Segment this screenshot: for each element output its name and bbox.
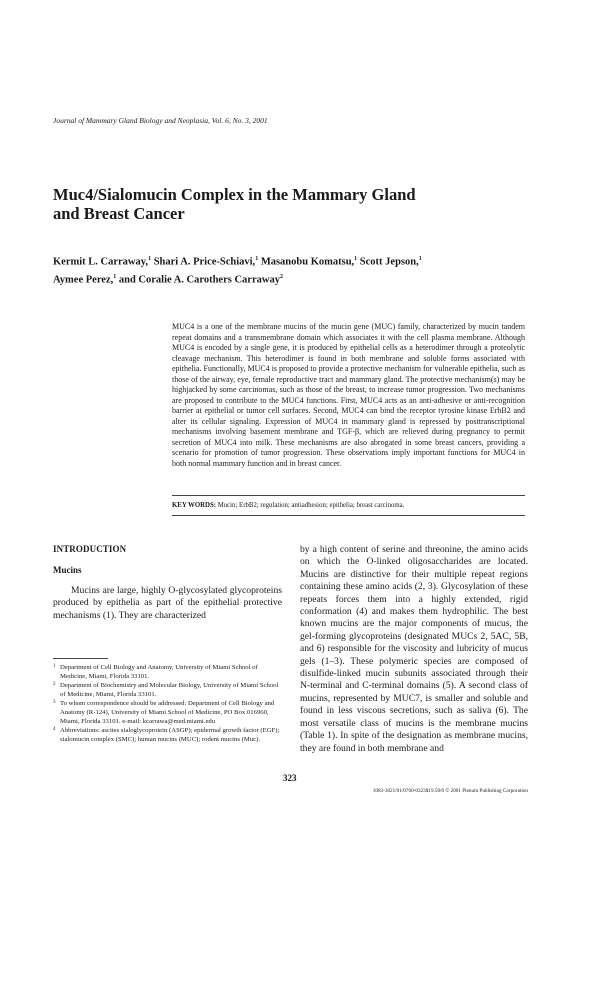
article-title-line-2: and Breast Cancer bbox=[53, 204, 185, 223]
footnote-text: Abbreviations: ascites sialoglycoprotein (ASGP); epidermal growth factor (EGF); sialomucin complex (SMC); human mucins (MUC); rodent mucins (Muc). bbox=[60, 727, 280, 743]
author-affiliation-mark: 1 bbox=[113, 273, 117, 280]
keywords-line bbox=[172, 502, 525, 509]
footnote bbox=[53, 664, 282, 681]
author-name: Masanobu Komatsu, bbox=[260, 256, 355, 268]
journal-citation: Journal of Mammary Gland Biology and Neoplasia, Vol. 6, No. 3, 2001 bbox=[53, 116, 268, 125]
subsection-heading: Mucins bbox=[53, 565, 82, 575]
right-column bbox=[300, 544, 528, 755]
abstract: MUC4 is a one of the membrane mucins of the mucin gene (MUC) family, characterized by mucin tandem repeat domains and a transmembrane domain which associates it with the cell plasma membrane. Although MUC4 is encoded by a single gene, it is produced by epithelial cells as a heterodimer through a proteolytic cleavage mechanism. This heterodimer is found in both membrane and soluble forms associated with epithelia. Functionally, MUC4 is proposed to provide a protective mechanism for vulnerable epithelia, such as those of the airway, eye, female reproductive tract and mammary gland. The protective mechanism(s) may be highjacked by some carcinomas, such as those of the breast, to increase tumor progression. Two mechanisms are proposed to contribute to the MUC4 functions. First, MUC4 acts as an anti-adhesive or anti-recognition barrier at epithelial or tumor cell surfaces. Second, MUC4 can bind the receptor tyrosine kinase ErbB2 and alter its cellular signaling. Expression of MUC4 in mammary gland is repressed by posttranscriptional mechanisms involving basement membrane and TGF-β, which are relieved during pregnancy to permit secretion of MUC4 into milk. These mechanisms are also abrogated in some breast cancers, providing a scenario for promotion of tumor progression. These observations imply important functions for MUC4 in both normal mammary function and in breast cancer. bbox=[172, 322, 525, 468]
footnote-mark: 1 bbox=[53, 663, 56, 669]
author-name: Shari A. Price-Schiavi, bbox=[153, 256, 256, 268]
keywords-label: KEY WORDS: bbox=[172, 502, 216, 509]
author-name: Kermit L. Carraway, bbox=[53, 256, 149, 268]
author-affiliation-mark: 1 bbox=[418, 256, 422, 262]
keywords-bottom-divider bbox=[172, 515, 525, 516]
body-paragraph-left: Mucins are large, highly O-glycosylated glycoproteins produced by epithelia as part of the epithelial protective mechanisms (1). They are characterized bbox=[53, 585, 282, 621]
page-number: 323 bbox=[283, 773, 297, 783]
author-affiliation-mark: 1 bbox=[255, 256, 259, 262]
keywords-text: Mucin; ErbB2; regulation; antiadhesion; epithelia; breast carcinoma. bbox=[217, 502, 405, 509]
article-title bbox=[53, 185, 473, 223]
issn-copyright-line: 1083-3021/01/0700-0323$19.50/0 © 2001 Plenum Publishing Corporation bbox=[372, 788, 528, 794]
author-line-1 bbox=[53, 252, 513, 270]
footnote-divider bbox=[53, 658, 108, 659]
author-name: Aymee Perez, bbox=[53, 274, 114, 285]
footnotes bbox=[53, 664, 282, 745]
keywords-top-divider bbox=[172, 495, 525, 496]
author-line-2 bbox=[53, 270, 513, 288]
author-name: and Coralie A. Carothers Carraway bbox=[118, 274, 280, 285]
article-title-line-1: Muc4/Sialomucin Complex in the Mammary Gland bbox=[53, 185, 416, 204]
author-affiliation-mark: 1 bbox=[148, 256, 152, 262]
footnote bbox=[53, 700, 282, 726]
author-affiliation-mark: 2 bbox=[279, 273, 283, 280]
footnote-text: Department of Biochemistry and Molecular Biology, University of Miami School of Medicine, Miami, Florida 33101. bbox=[60, 682, 279, 698]
footnote-mark: 4 bbox=[53, 726, 56, 732]
author-name: Scott Jepson, bbox=[359, 256, 419, 268]
footnote-text: To whom correspondence should be addressed: Department of Cell Biology and Anatomy (R-124), University of Miami School of Medicine, PO Box 016960, Miami, Florida 33101. e-mail: kcarrawa@med.miami.edu bbox=[60, 700, 275, 725]
author-list bbox=[53, 252, 513, 287]
section-heading: INTRODUCTION bbox=[53, 544, 127, 554]
body-paragraph-right: by a high content of serine and threonine, the amino acids on which the O-linked oligosaccharides are located. Mucins are distinctive for their multiple repeat regions containing these amino acids (2, 3). Glycosylation of these repeats forces them into a highly extended, rigid conformation (4) and makes them hydrophilic. The best known mucins are the major components of mucus, the gel-forming glycoproteins (designated MUCs 2, 5AC, 5B, and 6) responsible for the viscosity and lubricity of mucus gels (1–3). These polymeric species are composed of disulfide-linked mucin subunits associated through their N-terminal and C-terminal domains (5). A second class of mucins, represented by MUC7, is smaller and soluble and found in less viscous secretions, such as saliva (6). The most versatile class of mucins is the membrane mucins (Table 1). In spite of the designation as membrane mucins, they are found in both membrane and bbox=[300, 544, 528, 754]
author-affiliation-mark: 1 bbox=[354, 256, 358, 262]
footnote-mark: 2 bbox=[53, 681, 56, 687]
footnote-mark: 3 bbox=[53, 699, 56, 705]
footnote-text: Department of Cell Biology and Anatomy, University of Miami School of Medicine, Miami, Florida 33101. bbox=[60, 664, 258, 680]
footnote bbox=[53, 682, 282, 699]
footnote bbox=[53, 727, 282, 744]
left-column bbox=[53, 544, 282, 622]
